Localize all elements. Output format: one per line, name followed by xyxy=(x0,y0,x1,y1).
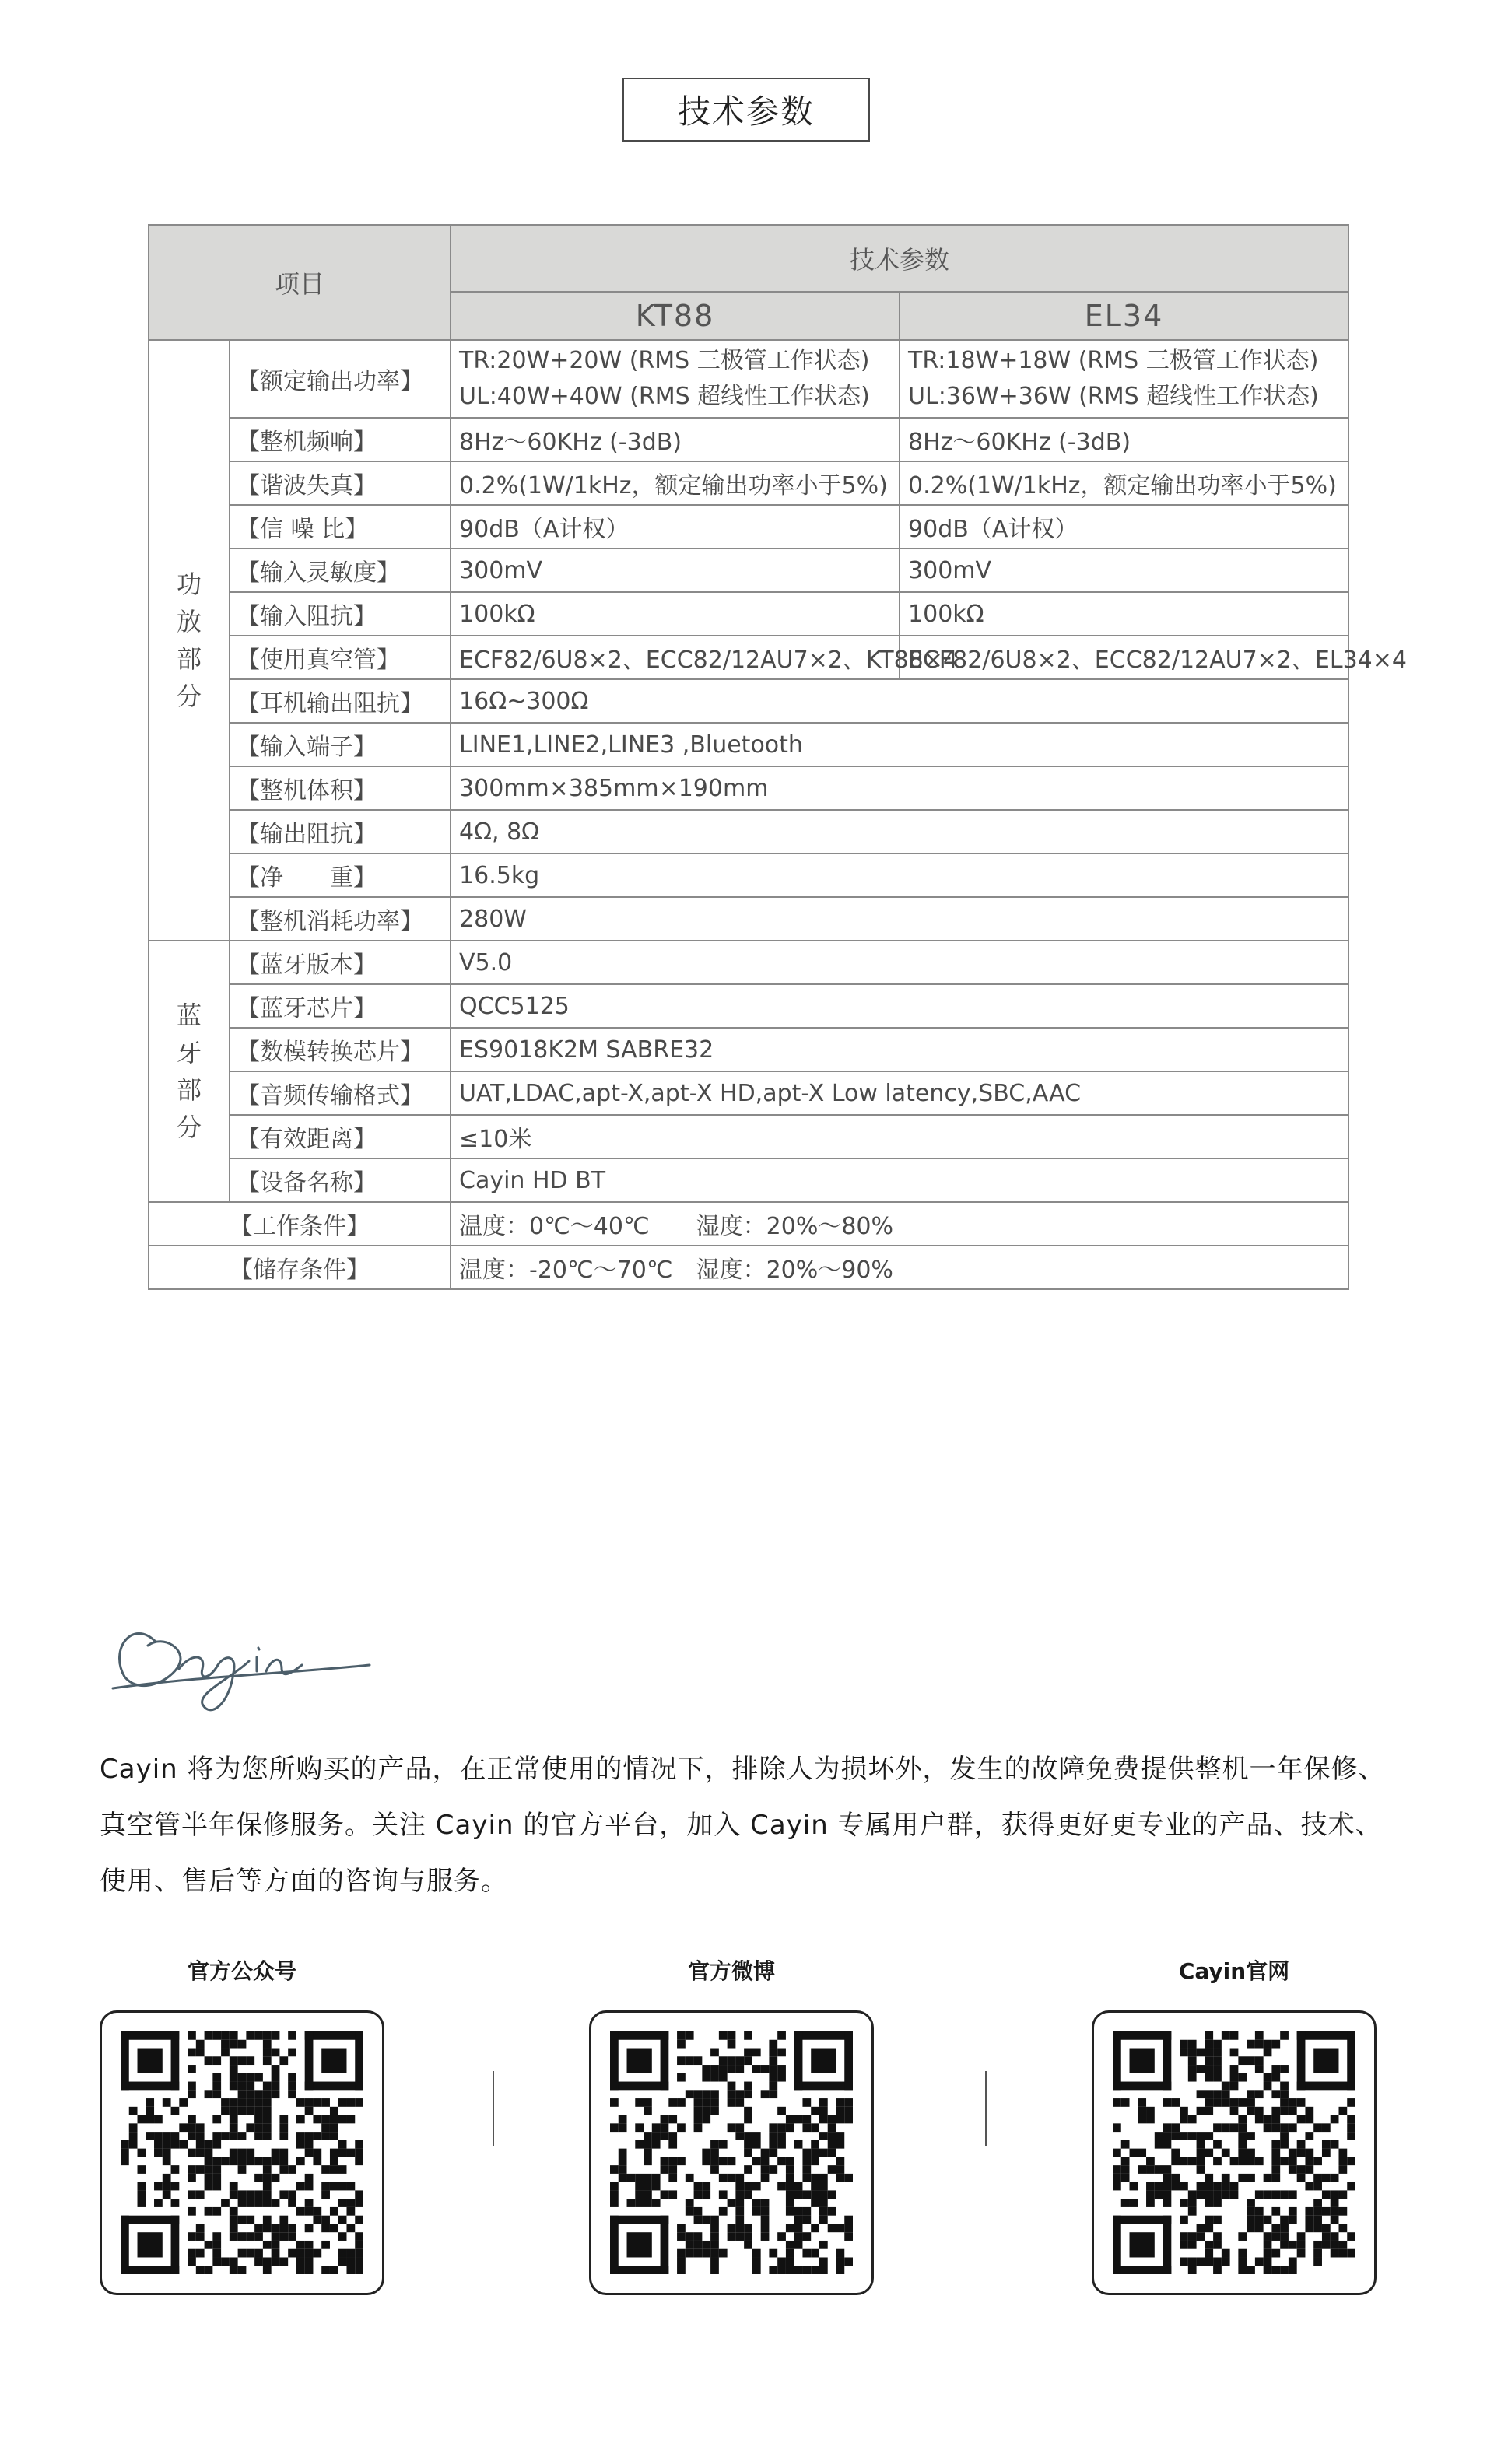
spec-table xyxy=(148,224,1407,1290)
rated-power-el34: TR:18W+18W (RMS 三极管工作状态) UL:36W+36W (RMS 超线性工作状态) xyxy=(900,340,1348,418)
table-row xyxy=(149,1202,1348,1246)
value-el34: 8Hz～60KHz (-3dB) xyxy=(900,418,1348,461)
value-kt88: 90dB（A计权） xyxy=(451,505,900,549)
row-label: 【整机消耗功率】 xyxy=(230,897,451,941)
value-kt88: 0.2%(1W/1kHz，额定输出功率小于5%) xyxy=(451,461,900,505)
row-value: Cayin HD BT xyxy=(451,1158,1348,1202)
header-spec: 技术参数 xyxy=(451,225,1348,292)
row-label: 【谐波失真】 xyxy=(230,461,451,505)
value-kt88: 8Hz～60KHz (-3dB) xyxy=(451,418,900,461)
divider xyxy=(493,2071,494,2146)
table-row xyxy=(149,897,1348,941)
table-row xyxy=(149,1246,1348,1289)
page-title: 技术参数 xyxy=(622,78,870,142)
value-el34: 100kΩ xyxy=(900,592,1348,636)
row-label: 【整机体积】 xyxy=(230,766,451,810)
row-value: 温度：-20℃～70℃ 湿度：20%～90% xyxy=(451,1246,1348,1289)
weibo-qr-code-icon xyxy=(610,2031,853,2274)
table-row xyxy=(149,1158,1348,1202)
website-qr-code-icon xyxy=(1113,2031,1355,2274)
wechat-qr-code-icon xyxy=(121,2031,363,2274)
row-label: 【储存条件】 xyxy=(149,1246,451,1289)
row-label: 【额定输出功率】 xyxy=(230,340,451,418)
qr-label: 官方微博 xyxy=(687,1958,775,1984)
row-value: LINE1,LINE2,LINE3 ,Bluetooth xyxy=(451,723,1348,766)
row-label: 【整机频响】 xyxy=(230,418,451,461)
header-item: 项目 xyxy=(149,225,451,340)
group-amplifier: 功 放 部 分 xyxy=(149,340,230,941)
row-value: ≤10米 xyxy=(451,1115,1348,1158)
value-kt88: 300mV xyxy=(451,549,900,592)
value-kt88: 100kΩ xyxy=(451,592,900,636)
table-row xyxy=(149,853,1348,897)
table-row xyxy=(149,1071,1348,1115)
row-label: 【输入端子】 xyxy=(230,723,451,766)
row-value: 4Ω, 8Ω xyxy=(451,810,1348,853)
table-row xyxy=(149,505,1348,549)
value-el34: 0.2%(1W/1kHz，额定输出功率小于5%) xyxy=(900,461,1348,505)
row-label: 【音频传输格式】 xyxy=(230,1071,451,1115)
row-label: 【数模转换芯片】 xyxy=(230,1028,451,1071)
row-label: 【有效距离】 xyxy=(230,1115,451,1158)
divider xyxy=(985,2071,987,2146)
rated-power-kt88: TR:20W+20W (RMS 三极管工作状态) UL:40W+40W (RMS 超线性工作状态) xyxy=(451,340,900,418)
row-label: 【净 重】 xyxy=(230,853,451,897)
row-value: QCC5125 xyxy=(451,984,1348,1028)
row-value: 300mm×385mm×190mm xyxy=(451,766,1348,810)
row-value: 16.5kg xyxy=(451,853,1348,897)
row-label: 【输入阻抗】 xyxy=(230,592,451,636)
qr-weibo xyxy=(589,1956,874,2295)
value-el34: ECF82/6U8×2、ECC82/12AU7×2、EL34×4 xyxy=(900,636,1348,679)
row-label: 【输出阻抗】 xyxy=(230,810,451,853)
header-model-kt88: KT88 xyxy=(451,292,900,340)
group-bluetooth: 蓝 牙 部 分 xyxy=(149,941,230,1202)
table-row xyxy=(149,810,1348,853)
table-row xyxy=(149,1028,1348,1071)
table-row xyxy=(149,941,1348,984)
row-label: 【信 噪 比】 xyxy=(230,505,451,549)
table-row xyxy=(149,1115,1348,1158)
value-kt88: ECF82/6U8×2、ECC82/12AU7×2、KT88×4 xyxy=(451,636,900,679)
row-label: 【蓝牙芯片】 xyxy=(230,984,451,1028)
table-row xyxy=(149,723,1348,766)
value-el34: 300mV xyxy=(900,549,1348,592)
row-value: 温度：0℃～40℃ 湿度：20%～80% xyxy=(451,1202,1348,1246)
table-row xyxy=(149,636,1348,679)
warranty-text: Cayin 将为您所购买的产品，在正常使用的情况下，排除人为损坏外，发生的故障免费提供整机一年保修、 真空管半年保修服务。关注 Cayin 的官方平台，加入 Cayin 专属用户群，获得更好更专业的产品、技术、 使用、售后等方面的咨询与服务。 xyxy=(100,1754,1386,1897)
row-label: 【蓝牙版本】 xyxy=(230,941,451,984)
table-row xyxy=(149,984,1348,1028)
row-value: ES9018K2M SABRE32 xyxy=(451,1028,1348,1071)
table-row xyxy=(149,766,1348,810)
value-el34: 90dB（A计权） xyxy=(900,505,1348,549)
table-row xyxy=(149,461,1348,505)
row-label: 【使用真空管】 xyxy=(230,636,451,679)
cayin-logo xyxy=(101,1587,381,1719)
row-label: 【耳机输出阻抗】 xyxy=(230,679,451,723)
row-value: UAT,LDAC,apt-X,apt-X HD,apt-X Low latency,SBC,AAC xyxy=(451,1071,1348,1115)
row-label: 【设备名称】 xyxy=(230,1158,451,1202)
row-label: 【工作条件】 xyxy=(149,1202,451,1246)
row-value: V5.0 xyxy=(451,941,1348,984)
row-value: 16Ω~300Ω xyxy=(451,679,1348,723)
table-row xyxy=(149,592,1348,636)
table-row xyxy=(149,549,1348,592)
qr-wechat xyxy=(100,1956,384,2295)
header-model-el34: EL34 xyxy=(900,292,1348,340)
qr-website xyxy=(1092,1956,1377,2295)
row-label: 【输入灵敏度】 xyxy=(230,549,451,592)
qr-label: Cayin官网 xyxy=(1178,1958,1290,1984)
table-row xyxy=(149,418,1348,461)
row-value: 280W xyxy=(451,897,1348,941)
qr-label: 官方公众号 xyxy=(187,1958,296,1984)
table-row xyxy=(149,679,1348,723)
